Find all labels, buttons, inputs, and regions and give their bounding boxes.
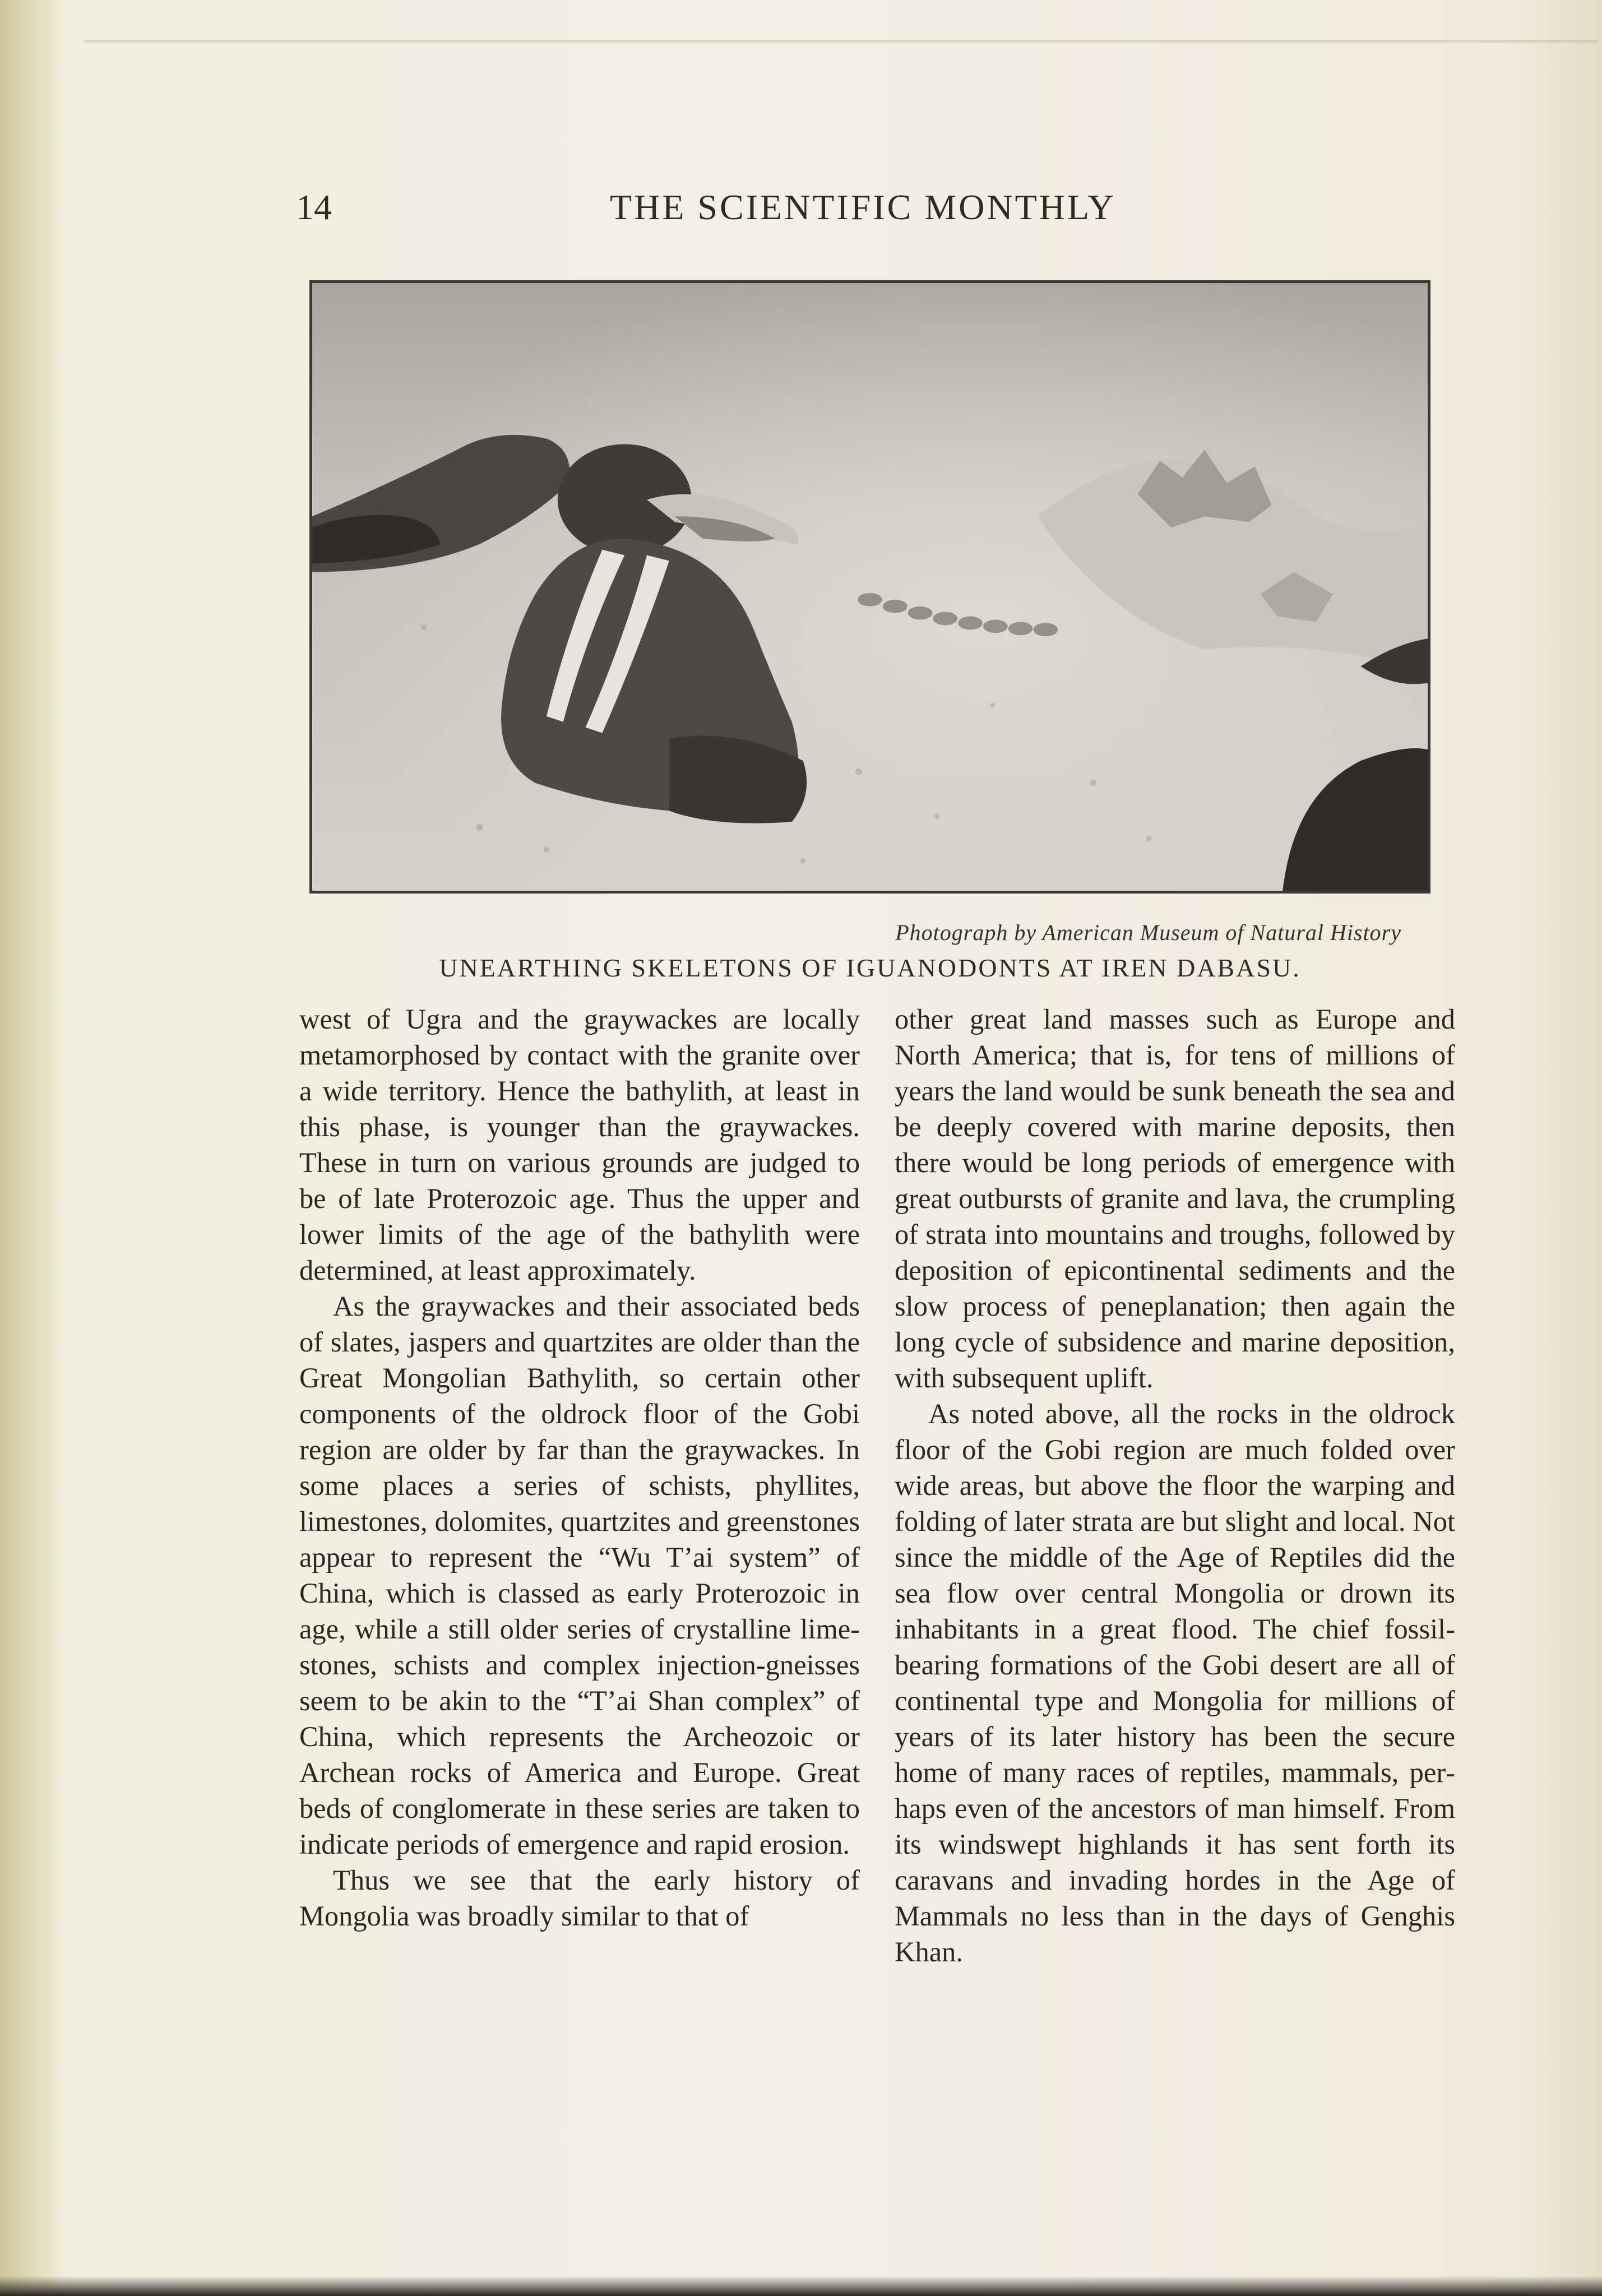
left-column: [299, 1001, 860, 1934]
paragraph: As the graywackes and their associated beds of slates, jaspers and quartzites are older than the Great Mongolian Bathylith, so certain other components of the oldrock floor of the Gobi region are older by far than the graywackes. In some places a series of schists, phyllites, limestones, dolomites, quartzites and greenstones appear to represent the “Wu T’ai system” of China, which is classed as early Proterozoic in age, while a still older series of crystalline limestones, schists and complex injection-gneisses seem to be akin to the “T’ai Shan complex” of China, which represents the Archeozoic or Archean rocks of America and Europe. Great beds of conglomerate in these series are taken to indicate periods of emergence and rapid erosion.: [299, 1290, 860, 1860]
paragraph: Thus we see that the early history of Mongolia was broadly similar to that of: [299, 1864, 860, 1932]
running-head: THE SCIENTIFIC MONTHLY: [610, 187, 1116, 227]
paragraph: As noted above, all the rocks in the oldrock floor of the Gobi region are much folded over wide areas, but above the floor the warping and folding of later strata are but slight and local. Not since the middle of the Age of Reptiles did the sea flow over central Mongolia or drown its inhabitants in a great flood. The chief fossil-bearing formations of the Gobi desert are all of continental type and Mongolia for millions of years of its later history has been the secure home of many races of reptiles, mammals, perhaps even of the ancestors of man himself. From its windswept highlands it has sent forth its caravans and invading hordes in the Age of Mammals no less than in the days of Genghis Khan.: [895, 1398, 1455, 1968]
paragraph: other great land masses such as Europe and North America; that is, for tens of millions of years the land would be sunk beneath the sea and be deeply covered with marine deposits, then there would be long periods of emergence with great outbursts of granite and lava, the crumpling of strata into mountains and troughs, followed by deposition of epicontinental sediments and the slow process of peneplanation; then again the long cycle of subsidence and marine deposition, with subsequent uplift.: [895, 1003, 1455, 1394]
page-bottom-shadow: [0, 2276, 1602, 2296]
page-number: 14: [296, 187, 332, 227]
page-header: [296, 185, 1305, 235]
paragraph: west of Ugra and the graywackes are locally metamorphosed by contact with the granite over a wide territory. Hence the bathylith, at least in this phase, is younger than the graywackes. These in turn on various grounds are judged to be of late Proterozoic age. Thus the upper and lower limits of the age of the bathylith were determined, at least approximately.: [299, 1003, 860, 1286]
right-column: [895, 1001, 1455, 1970]
photograph-image: [312, 283, 1428, 891]
binding-edge: [0, 0, 62, 2296]
excavation-photograph: [309, 280, 1430, 894]
photo-credit: Photograph by American Museum of Natural History: [895, 920, 1401, 945]
page-fold: [84, 40, 1598, 44]
figure-caption: UNEARTHING SKELETONS OF IGUANODONTS AT IREN DABASU.: [439, 953, 1301, 982]
